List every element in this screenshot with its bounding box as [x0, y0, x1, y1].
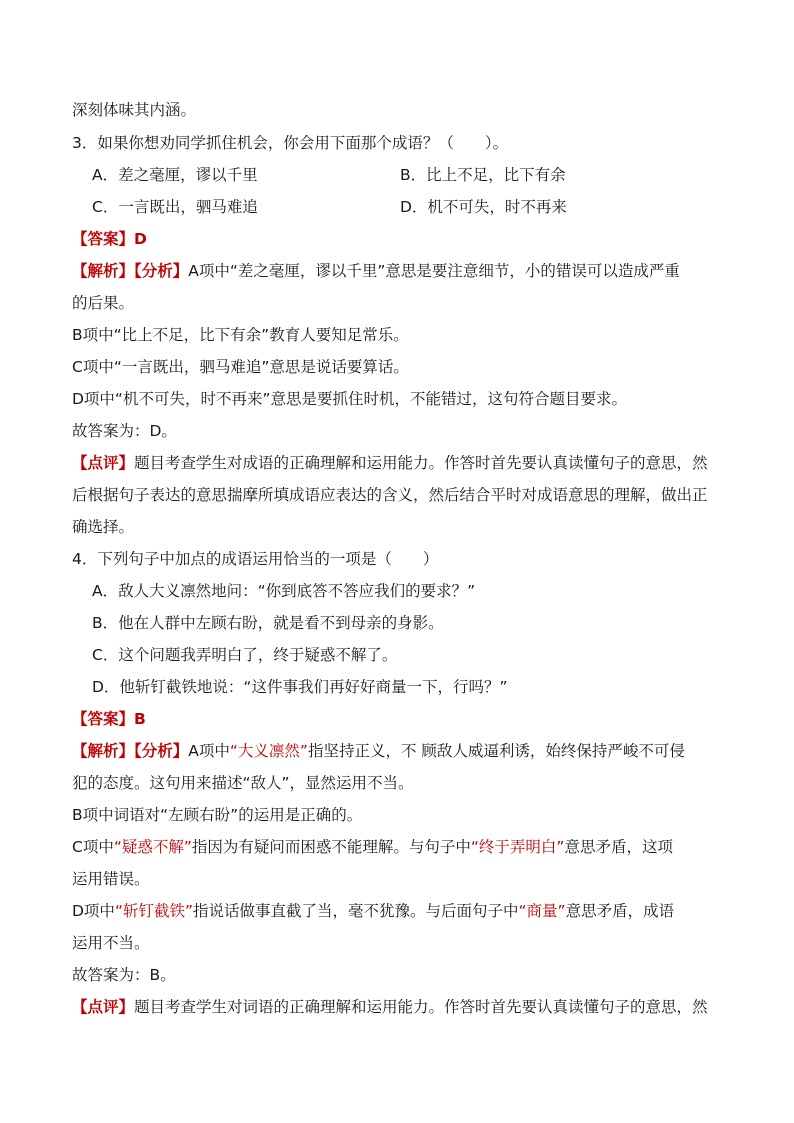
q4-analysis-a	[72, 741, 732, 761]
analysis-text: 意思矛盾，成语	[565, 902, 675, 920]
q3-comment-cont-2: 确选择。	[72, 518, 135, 536]
q4-analysis-d-cont: 运用不当。	[72, 934, 150, 952]
analysis-text: 指说话做事直截了当，毫不犹豫。与后面句子中	[193, 902, 519, 920]
q4-analysis-d	[72, 901, 732, 921]
comment-text: 题目考查学生对词语的正确理解和运用能力。作答时首先要认真读懂句子的意思，然	[134, 998, 708, 1016]
q4-answer	[72, 709, 732, 729]
highlighted-idiom: “大义凛然”	[229, 742, 308, 760]
q4-analysis-c-cont: 运用错误。	[72, 870, 150, 888]
answer-value: D	[134, 230, 147, 248]
answer-tag: 【答案】	[72, 230, 135, 248]
q4-comment	[72, 997, 732, 1017]
q3-analysis-c: C项中“一言既出，驷马难追”意思是说话要算话。	[72, 358, 409, 376]
q3-analysis-a	[72, 261, 732, 281]
answer-tag: 【答案】	[72, 710, 135, 728]
highlighted-phrase: “商量”	[518, 902, 566, 920]
analysis-text: 指坚持正义，不 顾敌人威逼利诱，始终保持严峻不可侵	[307, 742, 685, 760]
analysis-text: A项中“差之毫厘，谬以千里”意思是要注意细节，小的错误可以造成严重	[188, 262, 680, 280]
highlighted-idiom: “斩钉截铁”	[114, 902, 193, 920]
intro-tail: 深刻体味其内涵。	[72, 101, 197, 119]
comment-tag: 【点评】	[72, 998, 135, 1016]
q4-option-d: D．他斩钉截铁地说：“这件事我们再好好商量一下，行吗？”	[92, 678, 508, 696]
q3-comment-cont-1: 后根据句子表达的意思揣摩所填成语应表达的含义，然后结合平时对成语意思的理解，做出正	[72, 486, 708, 504]
q3-comment	[72, 453, 732, 473]
q4-analysis-b: B项中词语对“左顾右盼”的运用是正确的。	[72, 806, 363, 824]
highlighted-idiom: “疑惑不解”	[113, 838, 192, 856]
analysis-text: 指因为有疑问而困惑不能理解。与句子中	[191, 838, 471, 856]
highlighted-phrase: “终于弄明白”	[470, 838, 565, 856]
q4-conclusion: 故答案为：B。	[72, 966, 176, 984]
answer-value: B	[134, 710, 146, 728]
comment-text: 题目考查学生对成语的正确理解和运用能力。作答时首先要认真读懂句子的意思，然	[134, 454, 708, 472]
analysis-tag: 【解析】【分析】	[72, 262, 189, 280]
q4-analysis-c	[72, 837, 732, 857]
analysis-tag: 【解析】【分析】	[72, 742, 189, 760]
q3-option-a: A．差之毫厘，谬以千里	[92, 166, 258, 184]
q4-option-b: B．他在人群中左顾右盼，就是看不到母亲的身影。	[92, 614, 444, 632]
q3-analysis-d: D项中“机不可失，时不再来”意思是要抓住时机，不能错过，这句符合题目要求。	[72, 390, 627, 408]
q4-option-a: A．敌人大义凛然地问：“你到底答不答应我们的要求？”	[92, 582, 476, 600]
q3-answer	[72, 229, 732, 249]
analysis-prefix: D项中	[72, 902, 115, 920]
analysis-prefix: C项中	[72, 838, 114, 856]
q3-analysis-a-cont: 的后果。	[72, 294, 135, 312]
comment-tag: 【点评】	[72, 454, 135, 472]
q3-conclusion: 故答案为：D。	[72, 422, 177, 440]
q3-option-b: B．比上不足，比下有余	[400, 166, 566, 184]
q4-stem: 4．下列句子中加点的成语运用恰当的一项是（ ）	[72, 550, 439, 568]
q3-stem: 3．如果你想劝同学抓住机会，你会用下面那个成语？（ ）。	[72, 134, 509, 152]
q4-analysis-a-cont: 犯的态度。这句用来描述“敌人”，显然运用不当。	[72, 774, 414, 792]
q3-option-c: C．一言既出，驷马难追	[92, 198, 258, 216]
q3-analysis-b: B项中“比上不足，比下有余”教育人要知足常乐。	[72, 326, 409, 344]
q3-option-d: D．机不可失，时不再来	[400, 198, 567, 216]
q4-option-c: C．这个问题我弄明白了，终于疑惑不解了。	[92, 646, 398, 664]
analysis-text: 意思矛盾，这项	[564, 838, 673, 856]
analysis-prefix: A项中	[188, 742, 230, 760]
